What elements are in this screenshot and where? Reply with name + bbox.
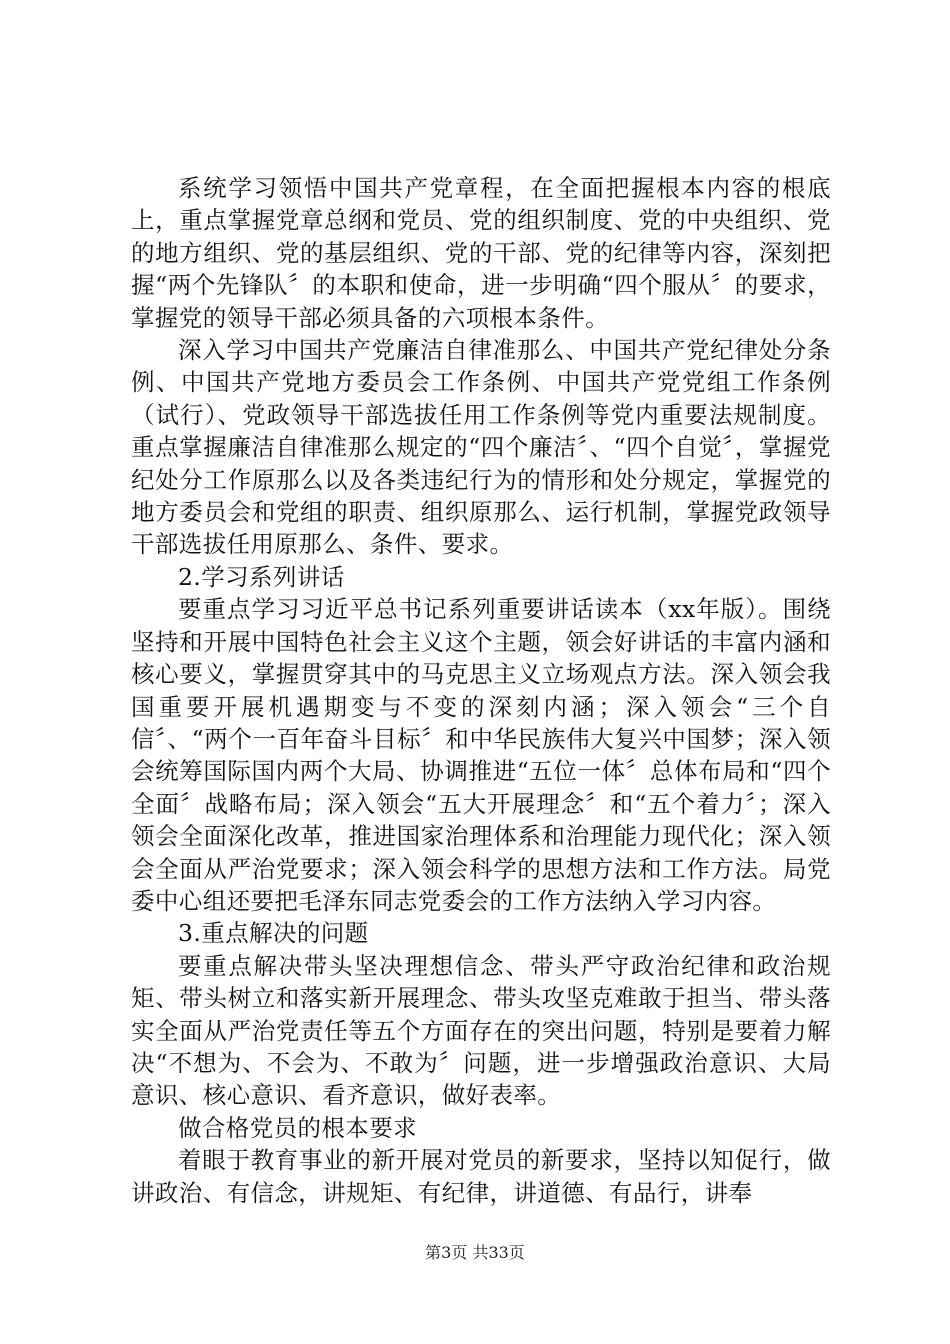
section-heading: 做合格党员的根本要求: [178, 1113, 417, 1142]
body-paragraph: 系统学习领悟中国共产党章程，在全面把握根本内容的根底上，重点掌握党章总纲和党员、党的组织制度、党的中央组织、党的地方组织、党的基层组织、党的干部、党的纪律等内容，深刻把握“两个先锋队〞的本职和使命，进一步明确“四个服从〞的要求，掌握党的领导干部必须具备的六项根本条件。: [131, 174, 831, 332]
body-paragraph: 要重点学习习近平总书记系列重要讲话读本（xx年版）。围绕坚持和开展中国特色社会主义这个主题，领会好讲话的丰富内涵和核心要义，掌握贯穿其中的马克思主义立场观点方法。深入领会我国重要开展机遇期变与不变的深刻内涵；深入领会“三个自信〞、“两个一百年奋斗目标〞和中华民族伟大复兴中国梦；深入领会统筹国际国内两个大局、协调推进“五位一体〞总体布局和“四个全面〞战略布局；深入领会“五大开展理念〞和“五个着力〞；深入领会全面深化改革，推进国家治理体系和治理能力现代化；深入领会全面从严治党要求；深入领会科学的思想方法和工作方法。局党委中心组还要把毛泽东同志党委会的工作方法纳入学习内容。: [131, 595, 831, 915]
section-heading: 2.学习系列讲话: [178, 562, 345, 591]
document-body: [131, 172, 831, 1209]
page-footer: 第3页 共33页: [425, 1243, 525, 1262]
section-heading: 3.重点解决的问题: [178, 919, 369, 948]
body-paragraph: 深入学习中国共产党廉洁自律准那么、中国共产党纪律处分条例、中国共产党地方委员会工作条例、中国共产党党组工作条例（试行）、党政领导干部选拔任用工作条例等党内重要法规制度。重点掌握廉洁自律准那么规定的“四个廉洁〞、“四个自觉〞，掌握党纪处分工作原那么以及各类违纪行为的情形和处分规定，掌握党的地方委员会和党组的职责、组织原那么、运行机制，掌握党政领导干部选拔任用原那么、条件、要求。: [131, 336, 831, 559]
body-paragraph: 要重点解决带头坚决理想信念、带头严守政治纪律和政治规矩、带头树立和落实新开展理念、带头攻坚克难敢于担当、带头落实全面从严治党责任等五个方面存在的突出问题，特别是要着力解决“不想为、不会为、不敢为〞问题，进一步增强政治意识、大局意识、核心意识、看齐意识，做好表率。: [131, 951, 831, 1110]
body-paragraph: 着眼于教育事业的新开展对党员的新要求，坚持以知促行，做讲政治、有信念，讲规矩、有纪律，讲道德、有品行，讲奉: [131, 1146, 831, 1207]
